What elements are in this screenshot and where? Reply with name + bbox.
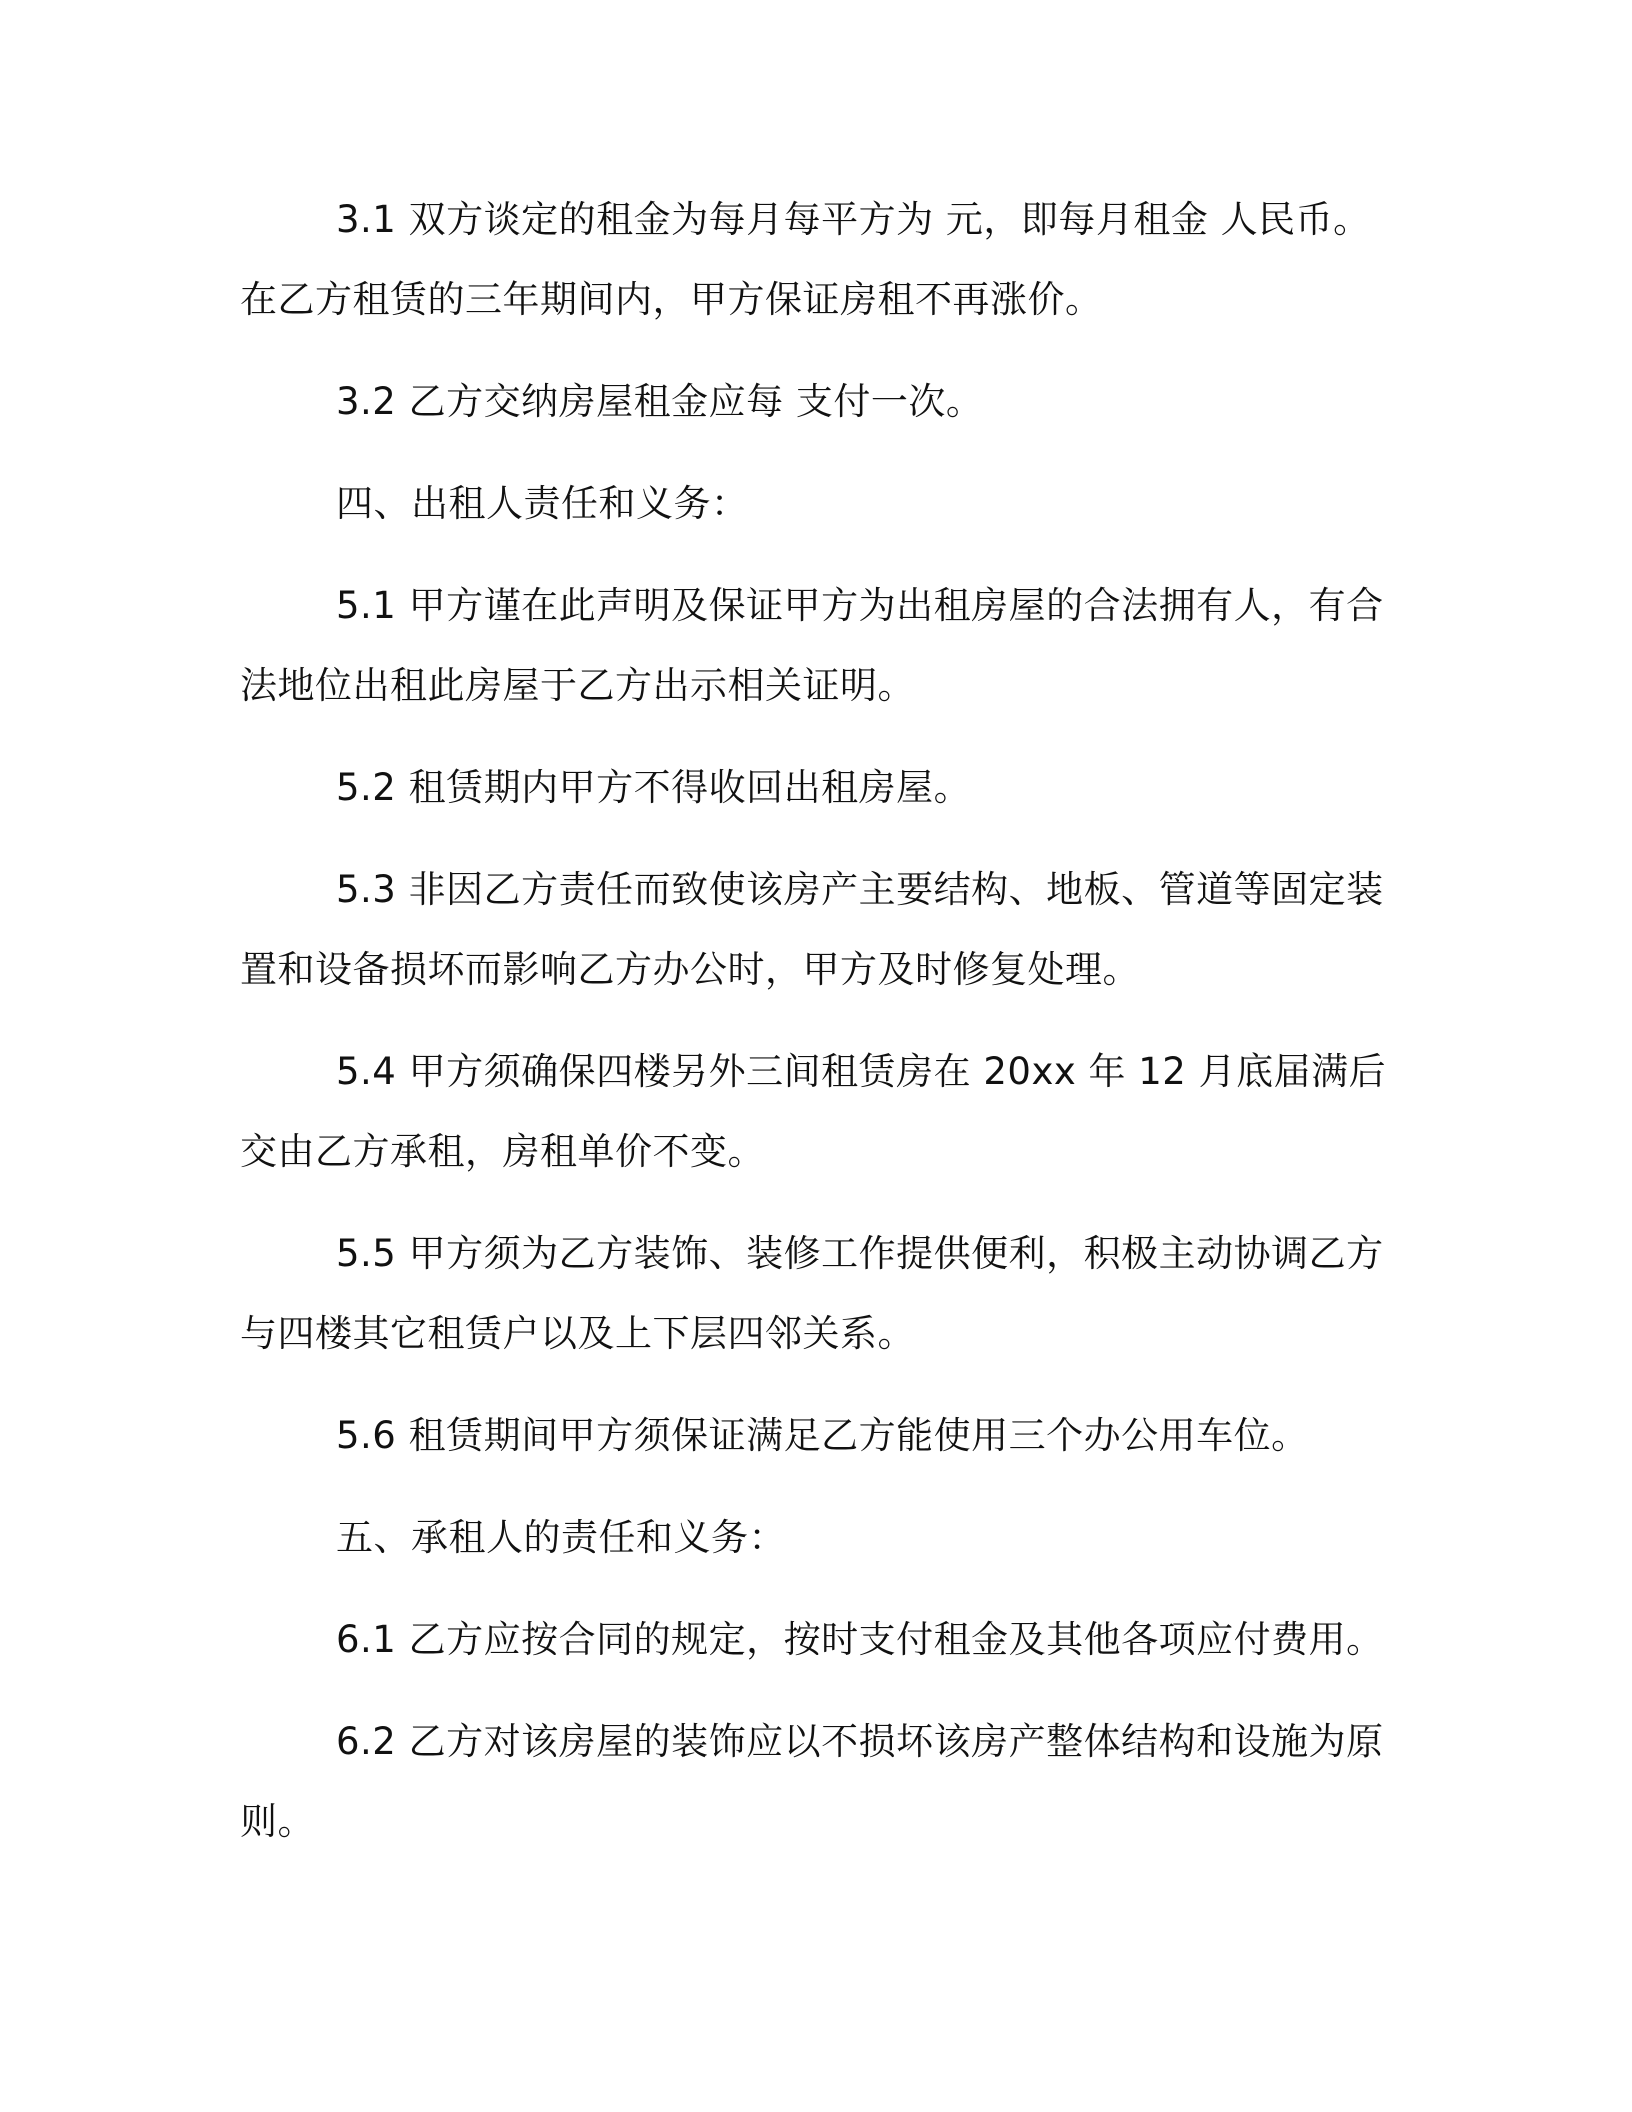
clause-5-2: 5.2 租赁期内甲方不得收回出租房屋。	[336, 766, 972, 809]
clause-5-1: 5.1 甲方谨在此声明及保证甲方为出租房屋的合法拥有人，有合法地位出租此房屋于乙方出示相关证明。	[240, 584, 1384, 707]
document-body	[240, 180, 1390, 1884]
clause-5-4: 5.4 甲方须确保四楼另外三间租赁房在 20xx 年 12 月底届满后交由乙方承租，房租单价不变。	[240, 1050, 1387, 1173]
clause-6-2: 6.2 乙方对该房屋的装饰应以不损坏该房产整体结构和设施为原则。	[240, 1720, 1384, 1843]
clause-5-6: 5.6 租赁期间甲方须保证满足乙方能使用三个办公用车位。	[336, 1414, 1309, 1457]
clause-5-3: 5.3 非因乙方责任而致使该房产主要结构、地板、管道等固定装置和设备损坏而影响乙方办公时，甲方及时修复处理。	[240, 868, 1384, 991]
section-heading-5: 五、承租人的责任和义务：	[336, 1516, 786, 1559]
clause-6-1: 6.1 乙方应按合同的规定，按时支付租金及其他各项应付费用。	[336, 1618, 1384, 1661]
clause-3-1: 3.1 双方谈定的租金为每月每平方为 元，即每月租金 人民币。在乙方租赁的三年期间内，甲方保证房租不再涨价。	[240, 198, 1371, 321]
clause-3-2: 3.2 乙方交纳房屋租金应每 支付一次。	[336, 380, 984, 423]
section-heading-4: 四、出租人责任和义务：	[336, 482, 749, 525]
clause-5-5: 5.5 甲方须为乙方装饰、装修工作提供便利，积极主动协调乙方与四楼其它租赁户以及上下层四邻关系。	[240, 1232, 1384, 1355]
